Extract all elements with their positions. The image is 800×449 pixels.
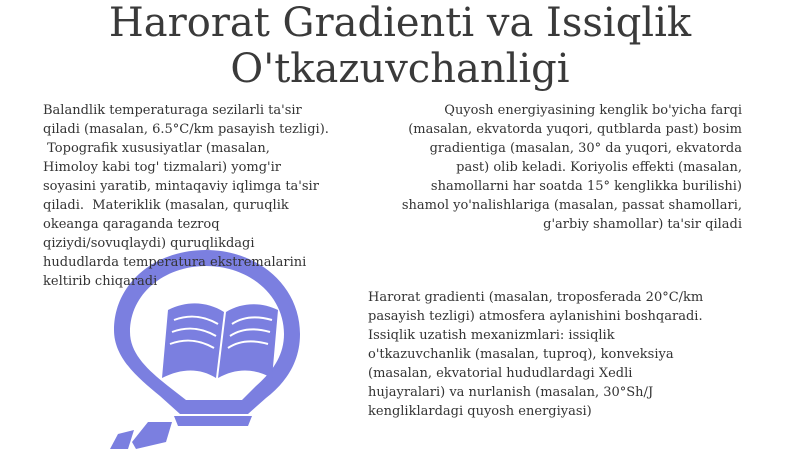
text-line: (masalan, ekvatorial hududlardagi Xedli [368, 366, 633, 381]
text-line: pasayish tezligi) atmosfera aylanishini boshqaradi. [368, 309, 703, 324]
text-line: Quyosh energiyasining kenglik bo'yicha farqi [444, 103, 742, 118]
text-line: hududlarda temperatura ekstremalarini [43, 255, 307, 270]
text-line: qiladi. Materiklik (masalan, quruqlik [43, 198, 289, 213]
text-line: shamollarni har soatda 15° kenglikka burilishi) [430, 179, 742, 194]
text-line: past) olib keladi. Koriyolis effekti (masalan, [456, 160, 742, 175]
text-line: qiladi (masalan, 6.5°C/km pasayish tezligi). [43, 122, 329, 137]
title-line-2: O'tkazuvchanligi [230, 46, 570, 92]
text-line: (masalan, ekvatorda yuqori, qutblarda past) bosim [408, 122, 742, 137]
text-line: Himoloy kabi tog' tizmalari) yomg'ir [43, 160, 281, 175]
paragraph-heat-transfer [368, 288, 758, 421]
text-line: shamol yo'nalishlariga (masalan, passat shamollari, [401, 198, 742, 213]
paragraph-altitude-topography [43, 101, 363, 291]
text-line: qiziydi/sovuqlaydi) quruqlikdagi [43, 236, 255, 251]
text-line: Balandlik temperaturaga sezilarli ta'sir [43, 103, 302, 118]
text-line: o'tkazuvchanlik (masalan, tuproq), konveksiya [368, 347, 674, 362]
paragraph-latitude-winds [360, 101, 742, 234]
text-line: okeanga qaraganda tezroq [43, 217, 220, 232]
text-line: Issiqlik uzatish mexanizmlari: issiqlik [368, 328, 615, 343]
title-line-1: Harorat Gradienti va Issiqlik [108, 0, 692, 46]
page-title [0, 0, 800, 92]
text-line: kengliklardagi quyosh energiyasi) [368, 404, 592, 419]
text-line: soyasini yaratib, mintaqaviy iqlimga ta'sir [43, 179, 319, 194]
text-line: hujayralari) va nurlanish (masalan, 30°Sh/J [368, 385, 654, 400]
text-line: gradientiga (masalan, 30° da yuqori, ekvatorda [429, 141, 742, 156]
text-line: g'arbiy shamollar) ta'sir qiladi [543, 217, 742, 232]
text-line: Harorat gradienti (masalan, troposferada 20°C/km [368, 290, 704, 305]
text-line: keltirib chiqaradi [43, 274, 158, 289]
text-line: Topografik xususiyatlar (masalan, [43, 141, 270, 156]
